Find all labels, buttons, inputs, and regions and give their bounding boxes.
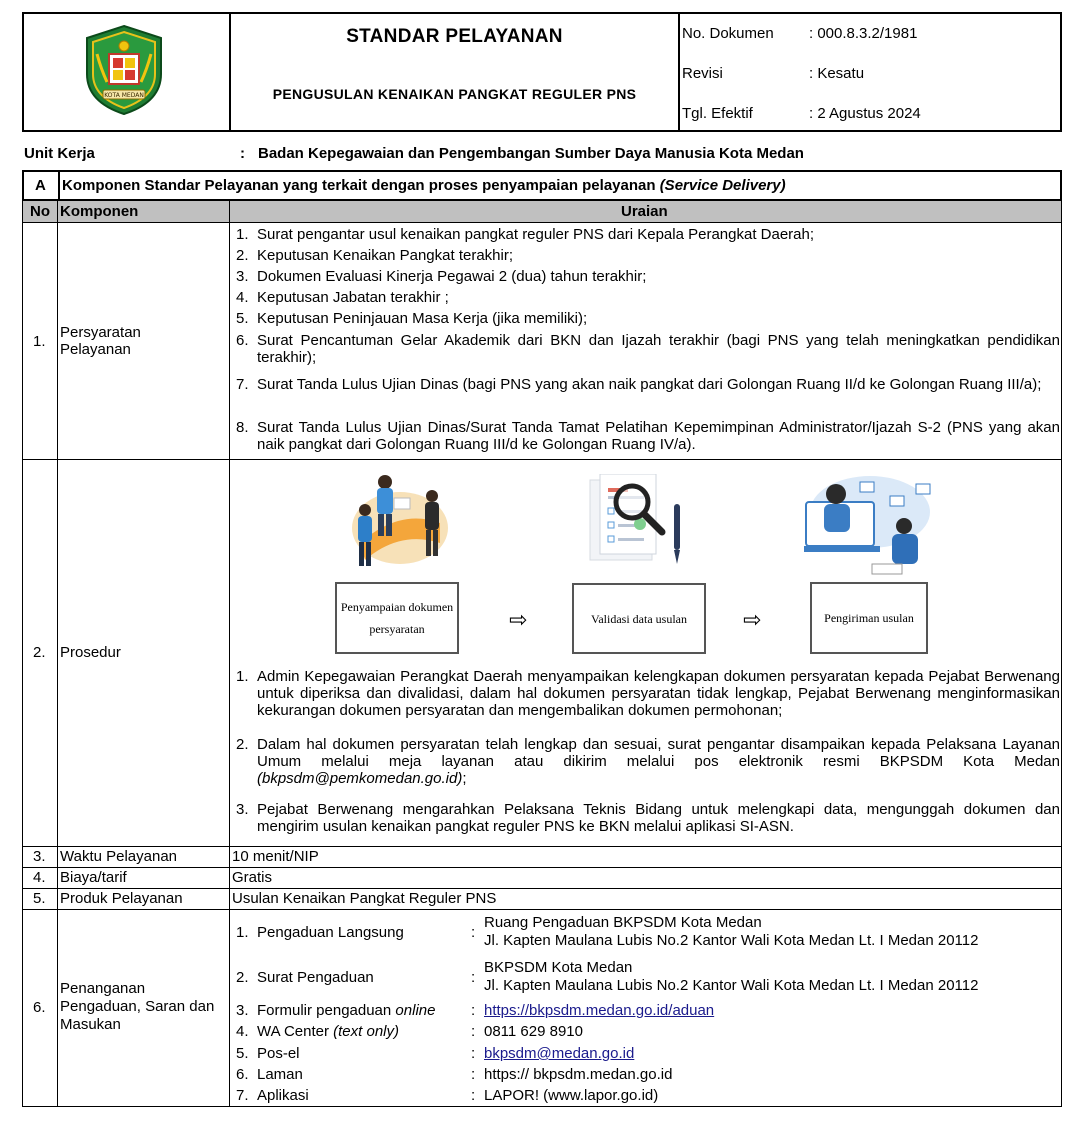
channel-address: Jl. Kapten Maulana Lubis No.2 Kantor Wali Kota Medan Lt. I Medan 20112 (484, 932, 979, 949)
flow-step-box: Validasi data usulan (572, 583, 706, 654)
revision-value: : Kesatu (809, 65, 865, 82)
kota-medan-emblem-icon (81, 24, 167, 116)
title-cell (231, 14, 680, 130)
row-komponen: Biaya/tarif (60, 869, 127, 886)
flow-arrow-icon: ⇨ (509, 607, 528, 632)
channel-colon: : (471, 969, 476, 986)
complaint-form-link[interactable]: https://bkpsdm.medan.go.id/aduan (484, 1002, 715, 1019)
page-title: STANDAR PELAYANAN (346, 26, 563, 47)
channel-number: 7. (236, 1087, 249, 1104)
requirements-list: 1. Surat pengantar usul kenaikan pangkat reguler PNS dari Kepala Perangkat Daerah; 2. Keputusan Kenaikan Pangkat terakhir; 3. Dokumen Evaluasi Kinerja Pegawai 2 (dua) tahun terakhir; 4. Keputusan Jabatan terakhir ; 5. Keputusan Peninjauan Masa Kerja (jika memiliki); 6. Surat Pencantuman Gelar Akademik dari BKN dan Ijazah terakhir (bagi PNS yang telah meningkatkan pendidikan terakhir); 7. Surat Tanda Lulus Ujian Dinas (bagi PNS yang akan naik pangkat dari Golongan Ruang II/d ke Golongan Ruang III/a); 8. Surat Tanda Lulus Ujian Dinas/Surat Tanda Tamat Pelatihan Kepemimpinan Administrator/Ijazah S-2 (PNS yang akan naik pangkat dari Golongan Ruang III/d ke Golongan Ruang IV/a). (236, 226, 1060, 453)
row-number: 2. (33, 644, 46, 661)
channel-colon: : (471, 1045, 476, 1062)
row-number: 1. (33, 333, 46, 350)
service-standard-table (22, 170, 1062, 1107)
section-title: Komponen Standar Pelayanan yang terkait dengan proses penyampaian pelayanan (Service Delivery) (62, 177, 786, 194)
channel-value: https:// bkpsdm.medan.go.id (484, 1066, 673, 1083)
flow-arrow-icon: ⇨ (743, 607, 762, 632)
unit-value: Badan Kepegawaian dan Pengembangan Sumber Daya Manusia Kota Medan (258, 145, 804, 162)
channel-colon: : (471, 1023, 476, 1040)
row-komponen: Persyaratan Pelayanan (60, 324, 141, 358)
channel-number: 3. (236, 1002, 249, 1019)
channel-label: Aplikasi (257, 1087, 309, 1104)
channel-value: BKPSDM Kota Medan (484, 959, 633, 976)
channel-label: Laman (257, 1066, 303, 1083)
channel-value: LAPOR! (www.lapor.go.id) (484, 1087, 659, 1104)
doc-number-value: : 000.8.3.2/1981 (809, 25, 918, 42)
channel-colon: : (471, 924, 476, 941)
channel-colon: : (471, 1002, 476, 1019)
online-sending-illustration-icon (800, 472, 942, 578)
revision-label: Revisi (682, 65, 723, 82)
channel-number: 5. (236, 1045, 249, 1062)
row-number: 3. (33, 848, 46, 865)
channel-label: Pos-el (257, 1045, 300, 1062)
row-number: 6. (33, 999, 46, 1016)
row-uraian: 10 menit/NIP (232, 848, 319, 865)
channel-address: Jl. Kapten Maulana Lubis No.2 Kantor Wali Kota Medan Lt. I Medan 20112 (484, 977, 979, 994)
document-info (680, 14, 1060, 130)
row-uraian: Usulan Kenaikan Pangkat Reguler PNS (232, 890, 497, 907)
row-komponen: Produk Pelayanan (60, 890, 183, 907)
col-uraian-header: Uraian (621, 203, 668, 220)
row-komponen: Prosedur (60, 644, 121, 661)
channel-number: 2. (236, 969, 249, 986)
document-submission-illustration-icon (340, 468, 460, 578)
channel-label: WA Center (text only) (257, 1023, 399, 1040)
channel-label: Surat Pengaduan (257, 969, 374, 986)
unit-colon: : (240, 145, 245, 162)
unit-label: Unit Kerja (24, 145, 95, 162)
channel-number: 4. (236, 1023, 249, 1040)
magnifier-validation-illustration-icon (582, 474, 692, 578)
channel-colon: : (471, 1066, 476, 1083)
row-uraian: Gratis (232, 869, 273, 886)
channel-number: 6. (236, 1066, 249, 1083)
table-header-row (22, 201, 1062, 222)
channel-value: Ruang Pengaduan BKPSDM Kota Medan (484, 914, 762, 931)
flow-step-box: Penyampaian dokumen persyaratan (335, 582, 459, 654)
logo-cell (24, 14, 231, 130)
section-a-header (22, 170, 1062, 201)
flow-step-box: Pengiriman usulan (810, 582, 928, 654)
channel-colon: : (471, 1087, 476, 1104)
page-subtitle: PENGUSULAN KENAIKAN PANGKAT REGULER PNS (272, 86, 637, 102)
svg-text:KOTA MEDAN: KOTA MEDAN (104, 92, 144, 99)
effective-date-label: Tgl. Efektif (682, 105, 753, 122)
channel-label: Formulir pengaduan online (257, 1002, 436, 1019)
col-komponen-header: Komponen (60, 203, 139, 220)
procedure-list: 1. Admin Kepegawaian Perangkat Daerah menyampaikan kelengkapan dokumen persyaratan kepada Pejabat Berwenang untuk diperiksa dan divalidasi, dalam hal dokumen persyaratan tidak lengkap, Pejabat Berwenang menginformasikan kekurangan dokumen persyaratan dan mengembalikan dokumen permohonan; 2. Dalam hal dokumen persyaratan telah lengkap dan sesuai, surat pengantar disampaikan kepada Pelaksana Layanan Umum melalui meja layanan atau dikirim melalui pos elektronik resmi BKPSDM Kota Medan (bkpsdm@pemkomedan.go.id); 3. Pejabat Berwenang mengarahkan Pelaksana Teknis Bidang untuk melengkapi data, mengunggah dokumen dan mengirim usulan kenaikan pangkat reguler PNS ke BKN melalui aplikasi SI-ASN. (236, 668, 1060, 835)
row-number: 4. (33, 869, 46, 886)
row-komponen: Penanganan Pengaduan, Saran dan Masukan (60, 980, 215, 1033)
row-komponen: Waktu Pelayanan (60, 848, 178, 865)
channel-label: Pengaduan Langsung (257, 924, 404, 941)
col-no-header: No (30, 203, 50, 220)
section-letter: A (35, 177, 46, 194)
document-header (22, 12, 1062, 132)
doc-number-label: No. Dokumen (682, 25, 774, 42)
effective-date-value: : 2 Agustus 2024 (809, 105, 921, 122)
channel-number: 1. (236, 924, 249, 941)
email-link[interactable]: bkpsdm@medan.go.id (484, 1045, 635, 1062)
channel-value: 0811 629 8910 (484, 1023, 583, 1040)
row-number: 5. (33, 890, 46, 907)
